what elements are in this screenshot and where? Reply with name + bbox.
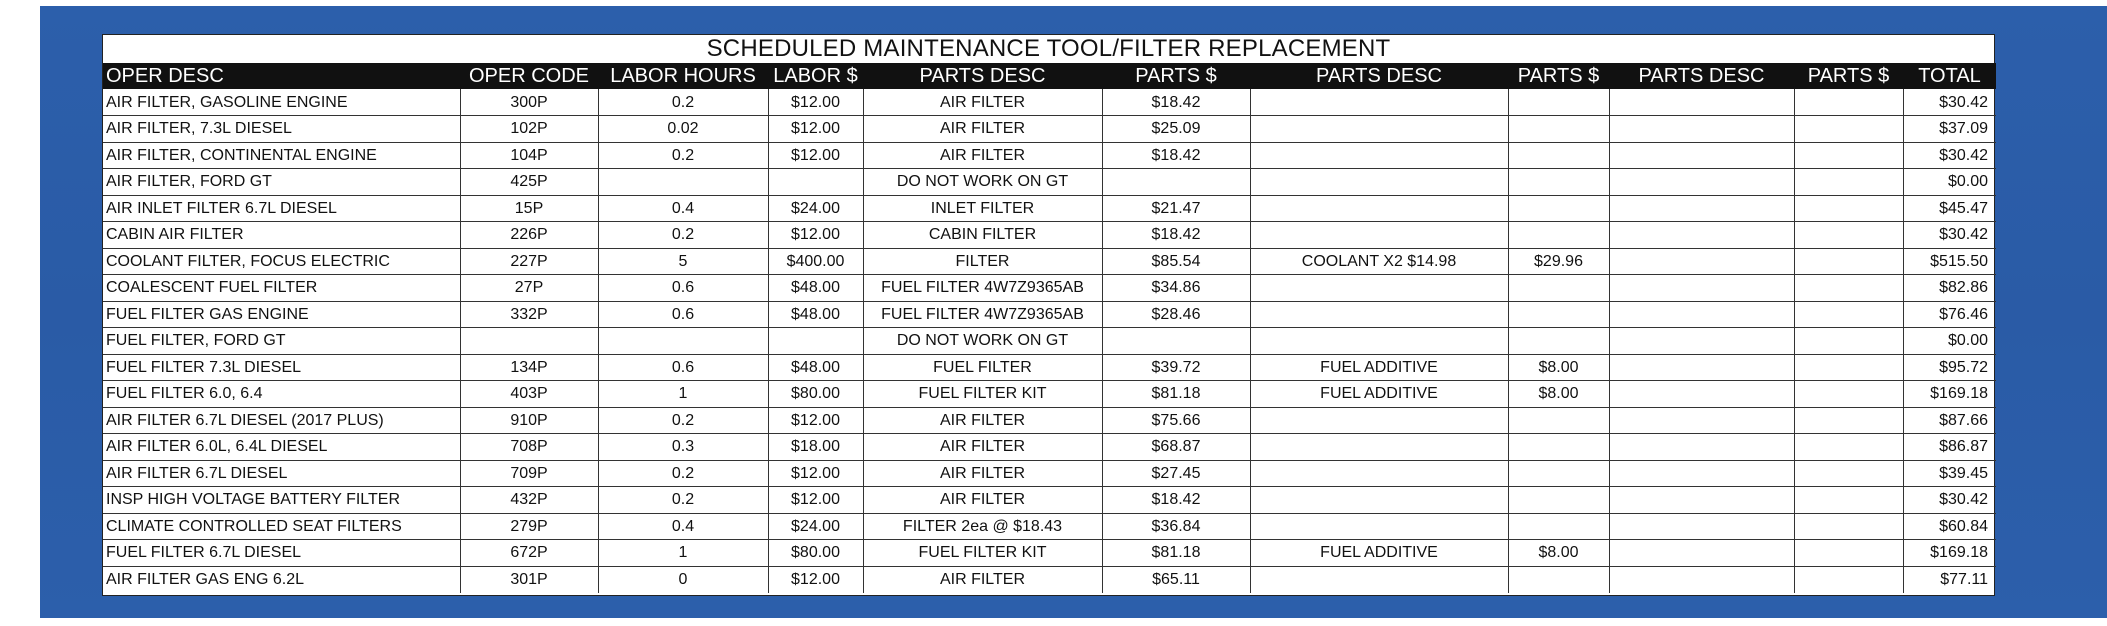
table-cell: $18.42 xyxy=(1102,142,1250,169)
table-cell xyxy=(598,169,768,196)
table-cell: 0.4 xyxy=(598,513,768,540)
table-cell: CABIN FILTER xyxy=(863,222,1102,249)
table-cell xyxy=(1508,513,1609,540)
maintenance-sheet xyxy=(102,34,1995,596)
table-cell xyxy=(1609,381,1794,408)
table-cell: FUEL FILTER 7.3L DIESEL xyxy=(103,354,460,381)
table-cell xyxy=(460,328,598,355)
table-cell: $29.96 xyxy=(1508,248,1609,275)
table-cell: $77.11 xyxy=(1940,571,1988,588)
table-row xyxy=(103,354,1996,381)
table-cell: 709P xyxy=(460,460,598,487)
table-cell: 332P xyxy=(460,301,598,328)
table-cell xyxy=(1508,434,1609,461)
table-cell: $0.00 xyxy=(1903,169,1996,196)
table-cell: CABIN AIR FILTER xyxy=(103,222,460,249)
table-cell: AIR FILTER xyxy=(863,434,1102,461)
sheet-title: SCHEDULED MAINTENANCE TOOL/FILTER REPLACEMENT xyxy=(706,35,1391,62)
table-cell xyxy=(1794,434,1903,461)
table-cell: $18.42 xyxy=(1102,487,1250,514)
table-row xyxy=(103,195,1996,222)
table-cell: $12.00 xyxy=(768,142,863,169)
table-cell: $12.00 xyxy=(768,407,863,434)
table-cell: FUEL FILTER 4W7Z9365AB xyxy=(863,275,1102,302)
table-cell xyxy=(1250,169,1508,196)
table-cell: 0.2 xyxy=(598,460,768,487)
table-cell xyxy=(1794,248,1903,275)
table-cell: $60.84 xyxy=(1903,513,1996,540)
column-header: PARTS $ xyxy=(1794,63,1903,89)
table-row xyxy=(103,222,1996,249)
table-cell: $515.50 xyxy=(1903,248,1996,275)
table-cell xyxy=(1508,566,1609,593)
table-cell: $37.09 xyxy=(1903,116,1996,143)
table-cell xyxy=(1794,222,1903,249)
table-row xyxy=(103,487,1996,514)
table-cell: FUEL ADDITIVE xyxy=(1250,540,1508,567)
table-cell xyxy=(1794,566,1903,593)
table-cell: $39.45 xyxy=(1903,460,1996,487)
maintenance-table xyxy=(103,63,1996,593)
table-cell: $48.00 xyxy=(768,275,863,302)
table-cell: CLIMATE CONTROLLED SEAT FILTERS xyxy=(103,513,460,540)
table-cell: AIR FILTER xyxy=(863,407,1102,434)
table-cell: 1 xyxy=(598,381,768,408)
table-row xyxy=(103,540,1996,567)
table-row xyxy=(103,169,1996,196)
table-cell: FUEL ADDITIVE xyxy=(1250,354,1508,381)
table-cell: $30.42 xyxy=(1903,222,1996,249)
table-cell: COOLANT FILTER, FOCUS ELECTRIC xyxy=(103,248,460,275)
table-cell: 0.3 xyxy=(598,434,768,461)
table-cell: FUEL FILTER 6.7L DIESEL xyxy=(103,540,460,567)
table-header-row xyxy=(103,63,1996,89)
table-cell xyxy=(1508,487,1609,514)
table-cell xyxy=(1250,275,1508,302)
table-cell: 104P xyxy=(460,142,598,169)
table-cell: $12.00 xyxy=(768,116,863,143)
table-cell xyxy=(1609,566,1794,593)
table-cell xyxy=(1794,381,1903,408)
table-row xyxy=(103,513,1996,540)
table-cell: 227P xyxy=(460,248,598,275)
table-cell: 301P xyxy=(460,566,598,593)
table-cell: $39.72 xyxy=(1102,354,1250,381)
table-row xyxy=(103,89,1996,116)
table-cell: 0.2 xyxy=(598,407,768,434)
table-cell xyxy=(1609,116,1794,143)
table-cell: 279P xyxy=(460,513,598,540)
table-cell: AIR FILTER xyxy=(863,460,1102,487)
table-cell: $87.66 xyxy=(1903,407,1996,434)
table-cell xyxy=(1250,195,1508,222)
table-cell xyxy=(1609,434,1794,461)
table-row xyxy=(103,328,1996,355)
table-cell xyxy=(1250,407,1508,434)
table-cell: FUEL FILTER xyxy=(863,354,1102,381)
table-row xyxy=(103,142,1996,169)
table-cell: 102P xyxy=(460,116,598,143)
column-header: PARTS $ xyxy=(1102,63,1250,89)
table-cell xyxy=(1508,169,1609,196)
table-cell: $36.84 xyxy=(1102,513,1250,540)
table-cell xyxy=(1609,513,1794,540)
table-cell: $28.46 xyxy=(1102,301,1250,328)
table-cell: $169.18 xyxy=(1903,540,1996,567)
table-cell: 15P xyxy=(460,195,598,222)
table-cell: AIR FILTER xyxy=(863,487,1102,514)
table-cell: $30.42 xyxy=(1903,89,1996,116)
table-cell: AIR FILTER xyxy=(863,142,1102,169)
table-cell: $81.18 xyxy=(1102,540,1250,567)
table-cell: $95.72 xyxy=(1903,354,1996,381)
table-cell: 708P xyxy=(460,434,598,461)
table-cell xyxy=(1609,89,1794,116)
table-row xyxy=(103,275,1996,302)
table-cell xyxy=(1508,460,1609,487)
table-cell: FUEL FILTER, FORD GT xyxy=(103,328,460,355)
table-cell xyxy=(768,328,863,355)
table-cell: FUEL FILTER 6.0, 6.4 xyxy=(103,381,460,408)
table-cell: 425P xyxy=(460,169,598,196)
table-cell xyxy=(1508,142,1609,169)
table-row xyxy=(103,434,1996,461)
table-cell xyxy=(1508,407,1609,434)
table-cell: 1 xyxy=(598,540,768,567)
table-cell: AIR FILTER, 7.3L DIESEL xyxy=(103,116,460,143)
table-cell: 0.6 xyxy=(598,275,768,302)
table-cell: DO NOT WORK ON GT xyxy=(863,169,1102,196)
table-cell: $12.00 xyxy=(768,566,863,593)
column-header: PARTS DESC xyxy=(1609,63,1794,89)
table-cell: 226P xyxy=(460,222,598,249)
table-cell: $169.18 xyxy=(1903,381,1996,408)
table-cell xyxy=(1794,460,1903,487)
table-cell xyxy=(1508,195,1609,222)
table-cell: $27.45 xyxy=(1102,460,1250,487)
table-cell: 134P xyxy=(460,354,598,381)
table-row xyxy=(103,248,1996,275)
table-cell: $8.00 xyxy=(1508,381,1609,408)
table-cell: AIR FILTER 6.0L, 6.4L DIESEL xyxy=(103,434,460,461)
table-cell xyxy=(1508,222,1609,249)
table-cell xyxy=(1609,301,1794,328)
table-cell: AIR INLET FILTER 6.7L DIESEL xyxy=(103,195,460,222)
table-cell: AIR FILTER xyxy=(863,89,1102,116)
table-cell xyxy=(1508,275,1609,302)
column-header: LABOR $ xyxy=(768,63,863,89)
table-cell xyxy=(1609,195,1794,222)
table-cell xyxy=(1250,222,1508,249)
table-cell xyxy=(1508,301,1609,328)
table-cell: 0.2 xyxy=(598,222,768,249)
table-cell: FUEL FILTER 4W7Z9365AB xyxy=(863,301,1102,328)
table-cell xyxy=(1250,89,1508,116)
table-cell: 403P xyxy=(460,381,598,408)
table-cell: $85.54 xyxy=(1102,248,1250,275)
table-cell: FUEL FILTER KIT xyxy=(863,540,1102,567)
table-cell xyxy=(1794,301,1903,328)
column-header: PARTS DESC xyxy=(1250,63,1508,89)
table-cell: AIR FILTER xyxy=(863,566,1102,593)
table-row xyxy=(103,301,1996,328)
table-cell xyxy=(1609,275,1794,302)
table-cell xyxy=(1609,407,1794,434)
table-cell: $86.87 xyxy=(1903,434,1996,461)
table-cell: 0.02 xyxy=(598,116,768,143)
table-cell xyxy=(1102,169,1250,196)
table-cell xyxy=(1794,354,1903,381)
table-cell: $18.42 xyxy=(1102,222,1250,249)
table-cell: 432P xyxy=(460,487,598,514)
table-cell: $81.18 xyxy=(1102,381,1250,408)
table-cell: $24.00 xyxy=(768,195,863,222)
column-header: OPER CODE xyxy=(460,63,598,89)
table-cell xyxy=(598,328,768,355)
table-cell xyxy=(1609,169,1794,196)
table-cell xyxy=(1250,434,1508,461)
table-cell: 0 xyxy=(598,566,768,593)
column-header: OPER DESC xyxy=(103,63,460,89)
table-cell: $75.66 xyxy=(1102,407,1250,434)
table-cell xyxy=(1250,301,1508,328)
table-cell: AIR FILTER 6.7L DIESEL xyxy=(103,460,460,487)
table-cell xyxy=(1609,328,1794,355)
table-cell xyxy=(1794,89,1903,116)
table-cell: AIR FILTER, GASOLINE ENGINE xyxy=(103,89,460,116)
table-cell xyxy=(1794,487,1903,514)
table-body xyxy=(103,89,1996,593)
table-cell xyxy=(1250,328,1508,355)
table-cell: $80.00 xyxy=(768,540,863,567)
table-cell xyxy=(1794,275,1903,302)
table-cell: $48.00 xyxy=(768,354,863,381)
table-cell: FUEL FILTER GAS ENGINE xyxy=(103,301,460,328)
table-cell: $30.42 xyxy=(1903,487,1996,514)
table-cell: $48.00 xyxy=(768,301,863,328)
table-cell xyxy=(1609,248,1794,275)
column-header: PARTS $ xyxy=(1508,63,1609,89)
table-cell: 0.6 xyxy=(598,301,768,328)
table-cell: 0.2 xyxy=(598,487,768,514)
table-cell: $25.09 xyxy=(1102,116,1250,143)
table-cell: $80.00 xyxy=(768,381,863,408)
table-cell: $12.00 xyxy=(768,89,863,116)
table-cell: $8.00 xyxy=(1508,354,1609,381)
table-cell: AIR FILTER xyxy=(863,116,1102,143)
table-cell xyxy=(1609,222,1794,249)
table-cell: INLET FILTER xyxy=(863,195,1102,222)
table-cell: DO NOT WORK ON GT xyxy=(863,328,1102,355)
table-cell: $12.00 xyxy=(768,222,863,249)
table-cell: $65.11 xyxy=(1102,566,1250,593)
table-cell xyxy=(1508,328,1609,355)
table-cell: INSP HIGH VOLTAGE BATTERY FILTER xyxy=(103,487,460,514)
table-cell xyxy=(768,169,863,196)
table-cell: 300P xyxy=(460,89,598,116)
table-cell: 0.2 xyxy=(598,89,768,116)
table-cell xyxy=(1609,540,1794,567)
table-cell: $8.00 xyxy=(1508,540,1609,567)
table-cell: AIR FILTER 6.7L DIESEL (2017 PLUS) xyxy=(103,407,460,434)
table-cell xyxy=(1794,540,1903,567)
table-cell xyxy=(1250,566,1508,593)
table-cell: 27P xyxy=(460,275,598,302)
table-cell: AIR FILTER, FORD GT xyxy=(103,169,460,196)
table-cell: $30.42 xyxy=(1903,142,1996,169)
table-cell: $34.86 xyxy=(1102,275,1250,302)
table-cell xyxy=(1250,487,1508,514)
table-cell: $68.87 xyxy=(1102,434,1250,461)
column-header: TOTAL xyxy=(1903,63,1996,89)
table-cell: 672P xyxy=(460,540,598,567)
table-cell xyxy=(1508,116,1609,143)
table-cell: $12.00 xyxy=(768,460,863,487)
table-cell: COOLANT X2 $14.98 xyxy=(1250,248,1508,275)
table-cell xyxy=(1794,116,1903,143)
table-cell: $21.47 xyxy=(1102,195,1250,222)
table-cell: FUEL ADDITIVE xyxy=(1250,381,1508,408)
table-cell: 5 xyxy=(598,248,768,275)
table-cell xyxy=(1250,513,1508,540)
table-cell xyxy=(1794,407,1903,434)
table-cell xyxy=(1250,142,1508,169)
table-cell: COALESCENT FUEL FILTER xyxy=(103,275,460,302)
table-cell xyxy=(1794,328,1903,355)
table-cell: $45.47 xyxy=(1903,195,1996,222)
table-row xyxy=(103,116,1996,143)
table-cell: $18.00 xyxy=(768,434,863,461)
table-cell: $82.86 xyxy=(1903,275,1996,302)
table-cell: AIR FILTER, CONTINENTAL ENGINE xyxy=(103,142,460,169)
table-cell: 910P xyxy=(460,407,598,434)
table-cell: FUEL FILTER KIT xyxy=(863,381,1102,408)
column-header: PARTS DESC xyxy=(863,63,1102,89)
table-cell: $12.00 xyxy=(768,487,863,514)
table-cell xyxy=(1794,513,1903,540)
column-header: LABOR HOURS xyxy=(598,63,768,89)
table-cell: AIR FILTER GAS ENG 6.2L xyxy=(103,566,460,593)
table-cell xyxy=(1250,460,1508,487)
table-cell xyxy=(1794,195,1903,222)
table-row xyxy=(103,381,1996,408)
table-row xyxy=(103,407,1996,434)
table-cell: FILTER xyxy=(863,248,1102,275)
table-cell: $24.00 xyxy=(768,513,863,540)
table-row xyxy=(103,460,1996,487)
table-cell: 0.4 xyxy=(598,195,768,222)
table-cell xyxy=(1794,169,1903,196)
table-cell xyxy=(1609,460,1794,487)
table-cell xyxy=(1609,142,1794,169)
table-cell: $400.00 xyxy=(768,248,863,275)
table-cell xyxy=(1102,328,1250,355)
table-cell xyxy=(1609,487,1794,514)
table-cell xyxy=(1508,89,1609,116)
table-row xyxy=(103,566,1996,593)
table-cell xyxy=(1794,142,1903,169)
table-cell: FILTER 2ea @ $18.43 xyxy=(863,513,1102,540)
table-cell: 0.6 xyxy=(598,354,768,381)
table-cell: $18.42 xyxy=(1102,89,1250,116)
table-cell: 0.2 xyxy=(598,142,768,169)
table-cell: $0.00 xyxy=(1903,328,1996,355)
table-cell: $76.46 xyxy=(1903,301,1996,328)
table-cell xyxy=(1250,116,1508,143)
table-cell xyxy=(1609,354,1794,381)
